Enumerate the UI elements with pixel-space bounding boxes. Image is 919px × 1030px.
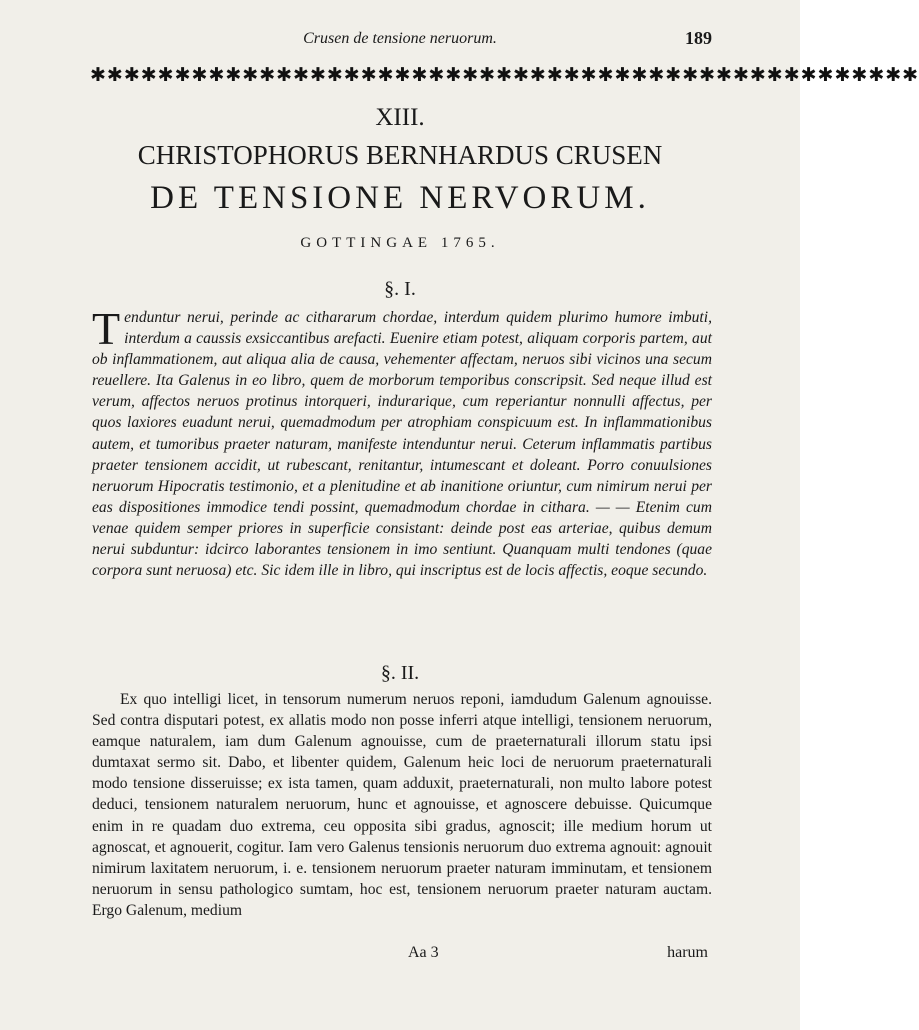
section-1-text [92, 303, 712, 581]
signature-mark: Aa 3 [408, 944, 439, 961]
article-number: XIII. [375, 104, 425, 131]
section-heading-1: §. I. [384, 278, 416, 300]
section-2-text: Ex quo intelligi licet, in tensorum numerum neruos reponi, iamdudum Galenum agnouisse. Sed contra disputari potest, ex allatis modo non posse inferri atque intelligi, tensionem neruorum, eamque naturalem, iam dum Galenum agnouisse, cum de praeternaturali illorum statu ipsi dumtaxat sermo sit. Dabo, et libenter quidem, Galenum heic loci de neruorum praeternaturali modo tensione disseruisse; ex ista tamen, quam adduxit, praeternaturali, non multo labore potest deduci, tensionem naturalem neruorum, hunc et agnouisse, et agnoscere debuisse. Quicumque enim in re quadam duo extrema, ceu opposita sibi gradus, agnoscit; ille medium horum ut agnoscat, et agnouerit, cogitur. Iam vero Galenus tensionis neruorum duo extrema agnouit: agnouit nimirum laxitatem neruorum, i. e. tensionem neruorum praeter naturam imminutam, et tensionem neruorum in sensu pathologico sumtam, hoc est, tensionem neruorum praeter naturam auctam. Ergo Galenum, medium [92, 691, 712, 919]
drop-cap: T [92, 303, 121, 354]
catchword: harum [667, 944, 708, 961]
section-heading-2: §. II. [380, 662, 420, 684]
section-1-body: enduntur nerui, perinde ac cithararum chordae, interdum quidem plurimo humore imbuti, interdum a caussis exsiccantibus arefacti. Euenire etiam potest, aliquam corporis partem, aut ob inflammationem, aut aliqua alia de causa, vehementer affectam, neruos sibi vicinos una secum reuellere. Ita Galenus in eo libro, quem de morborum temporibus conscripsit. Sed neque illud est verum, affectos neruos protinus intorqueri, indurarique, cum reperiantur nonnulli affectus, per quos laxiores euadunt nerui, quemadmodum per atrophiam conspicuum est. In inflammationibus autem, et tumoribus praeter naturam, manifeste intenduntur nerui. Ceterum inflammatis partibus praeter tensionem accidit, ut rubescant, renitantur, intumescant et doleant. Porro conuulsiones neruorum Hipocratis testimonio, et a plenitudine et ab inanitione oriuntur, cum nimirum nerui per eas dispositiones immodice tendi possint, quemadmodum chordae in cithara. — — Etenim cum venae quidem semper priores in superficie consistant: deinde post eas arteriae, quibus demum nerui subduntur: idcirco laborantes tensionem in imo sentiunt. Quanquam multi tendones (quae corpora sunt neruosa) etc. Sic idem ille in libro, qui inscriptus est de locis affectis, eoque secundo. [92, 309, 712, 580]
running-title: Crusen de tensione neruorum. [303, 30, 497, 47]
ornament-border: ✱✱✱✱✱✱✱✱✱✱✱✱✱✱✱✱✱✱✱✱✱✱✱✱✱✱✱✱✱✱✱✱✱✱✱✱✱✱✱✱✱✱✱✱✱✱✱✱✱ [90, 64, 919, 86]
page-number: 189 [685, 28, 712, 48]
article-author: CHRISTOPHORUS BERNHARDUS CRUSEN [137, 140, 663, 170]
place-year: GOTTINGAE 1765. [300, 235, 500, 251]
article-title: DE TENSIONE NERVORUM. [150, 180, 650, 216]
page-footer [92, 944, 712, 966]
